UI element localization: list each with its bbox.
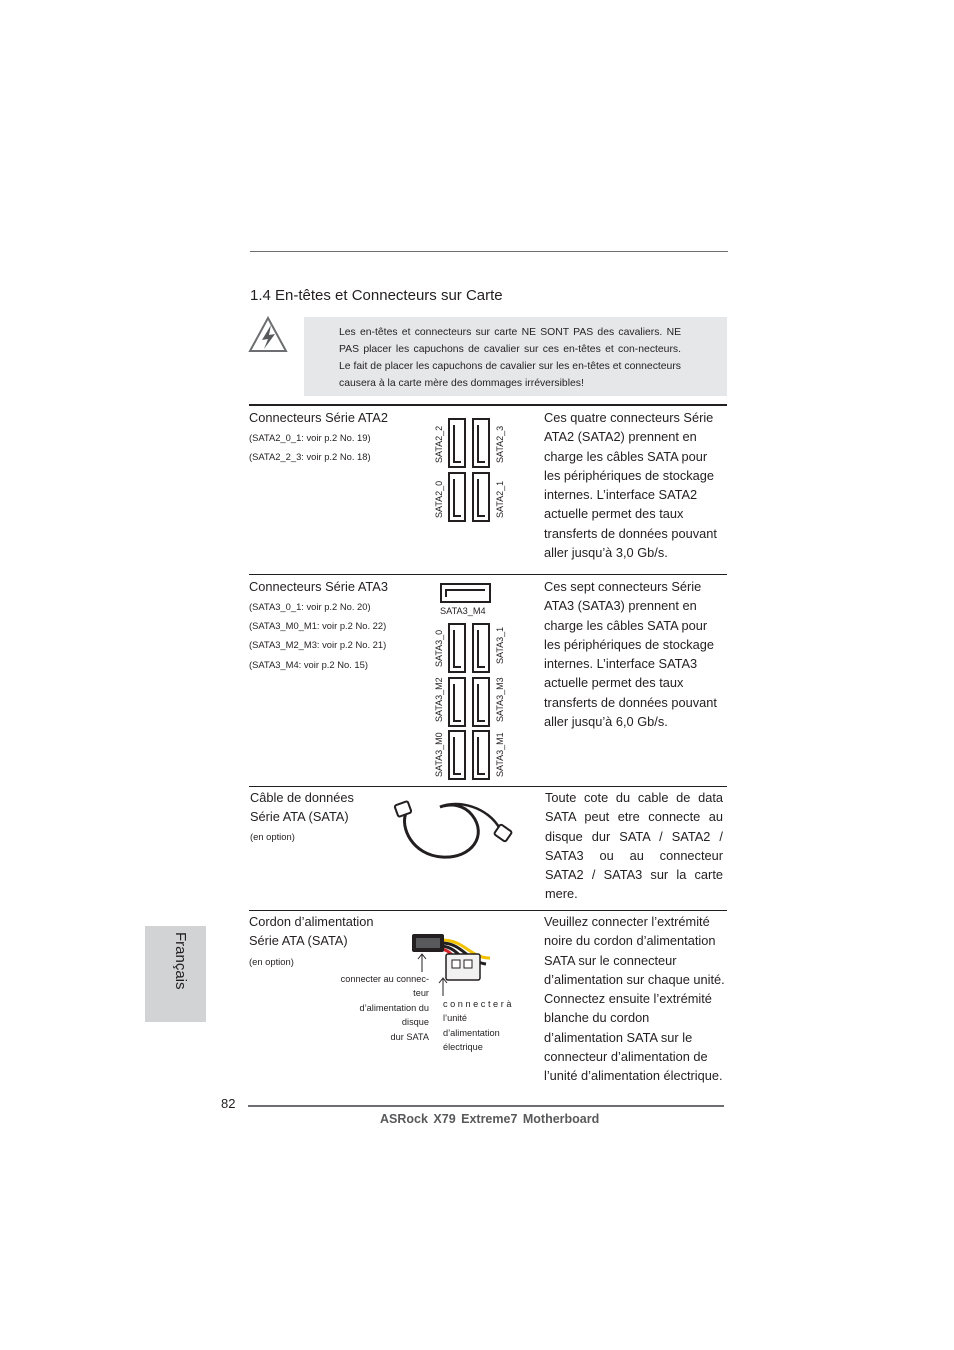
sata3-ref-3: (SATA3_M4: voir p.2 No. 15): [249, 659, 368, 670]
cable-title-1: Câble de données: [250, 790, 354, 805]
section-title: 1.4 En-têtes et Connecteurs sur Carte: [250, 287, 503, 304]
sata3-m0-label: SATA3_M0: [434, 732, 444, 777]
power-title-2: Série ATA (SATA): [249, 933, 348, 948]
row-divider: [249, 786, 727, 787]
callout-right-1: l’unité: [443, 1013, 468, 1023]
sata3-m0-port: [448, 730, 466, 780]
sata3-ref-0: (SATA3_0_1: voir p.2 No. 20): [249, 601, 371, 612]
cable-description: Toute cote du cable de data SATA peut etre connecte au disque dur SATA / SATA2 / SATA3 ou au connecteur SATA2 / SATA3 sur la carte mere.: [545, 790, 723, 902]
sata2-ref-0: (SATA2_0_1: voir p.2 No. 19): [249, 432, 371, 443]
table-top-rule: [249, 404, 727, 406]
sata3-m3-port: [472, 677, 490, 727]
sata3-1-port: [472, 623, 490, 673]
sata3-m3-label: SATA3_M3: [495, 677, 505, 722]
sata3-m4-port: [440, 583, 491, 603]
page-number: 82: [221, 1096, 236, 1111]
footer-product-name: ASRock X79 Extreme7 Motherboard: [380, 1112, 600, 1126]
sata2-0-label: SATA2_0: [434, 480, 444, 518]
footer-rule: [248, 1105, 724, 1107]
power-optional: (en option): [249, 956, 294, 967]
sata3-0-label: SATA3_0: [434, 629, 444, 667]
cable-optional: (en option): [250, 831, 295, 842]
callout-left-0: connecter au connec-: [340, 974, 429, 984]
callout-left-3: disque: [401, 1017, 429, 1027]
warning-note-text: Les en-têtes et connecteurs sur carte NE SONT PAS des cavaliers. NE PAS placer les capuchons de cavalier sur ces en-têtes et con-necteurs. Le fait de placer les capuchons de cavalier sur les en-têtes et connecteurs causera à la carte mère des dommages irréversibles!: [339, 327, 681, 389]
sata2-3-label: SATA2_3: [495, 425, 505, 463]
power-title-1: Cordon d’alimentation: [249, 914, 374, 929]
sata3-m2-port: [448, 677, 466, 727]
callout-left-4: dur SATA: [390, 1032, 429, 1042]
sata2-0-port: [448, 472, 466, 522]
sata3-m2-label: SATA3_M2: [434, 677, 444, 722]
sata-cable-illustration: [392, 797, 514, 861]
language-tab-label: Français: [172, 932, 189, 990]
callout-left-1: teur: [413, 988, 429, 998]
sata3-0-port: [448, 623, 466, 673]
sata2-1-port: [472, 472, 490, 522]
sata2-ref-1: (SATA2_2_3: voir p.2 No. 18): [249, 451, 371, 462]
sata3-m1-label: SATA3_M1: [495, 732, 505, 777]
sata2-3-port: [472, 418, 490, 468]
sata2-title: Connecteurs Série ATA2: [249, 410, 388, 425]
row-divider: [249, 574, 727, 575]
sata3-1-label: SATA3_1: [495, 626, 505, 664]
callout-right-2: d’alimentation: [443, 1028, 500, 1038]
sata2-2-label: SATA2_2: [434, 425, 444, 463]
sata3-m1-port: [472, 730, 490, 780]
cable-title-2: Série ATA (SATA): [250, 809, 349, 824]
sata3-description: Ces sept connecteurs Série ATA3 (SATA3) prennent en charge les câbles SATA pour les périphériques de stockage internes. L’interface SATA3 actuelle permet des taux transferts de données pouvant aller jusqu’à 6,0 Gb/s.: [544, 579, 717, 730]
header-rule: [250, 251, 728, 252]
callout-right-0: c o n n e c t e r à: [443, 999, 512, 1009]
sata3-title: Connecteurs Série ATA3: [249, 579, 388, 594]
row-divider: [249, 910, 727, 911]
sata3-ref-1: (SATA3_M0_M1: voir p.2 No. 22): [249, 620, 387, 631]
sata2-description: Ces quatre connecteurs Série ATA2 (SATA2) prennent en charge les câbles SATA pour les périphériques de stockage internes. L’interface SATA2 actuelle permet des taux transferts de données pouvant aller jusqu’à 3,0 Gb/s.: [544, 410, 717, 561]
power-description: Veuillez connecter l’extrémité noire du cordon d’alimentation SATA sur le connecteur d’alimentation sur chaque unité. Connectez ensuite l’extrémité blanche du cordon d’alimentation SATA sur le connecteur d’alimentation de l’unité d’alimentation électrique.: [544, 914, 725, 1084]
arrow-up-icon: [417, 953, 427, 973]
callout-right-3: électrique: [443, 1042, 483, 1052]
warning-icon: [247, 315, 289, 355]
sata3-m4-label: SATA3_M4: [440, 606, 486, 616]
callout-left-2: d’alimentation du: [359, 1003, 429, 1013]
sata2-1-label: SATA2_1: [495, 480, 505, 518]
sata2-2-port: [448, 418, 466, 468]
arrow-up-icon: [438, 977, 448, 997]
sata3-ref-2: (SATA3_M2_M3: voir p.2 No. 21): [249, 639, 387, 650]
